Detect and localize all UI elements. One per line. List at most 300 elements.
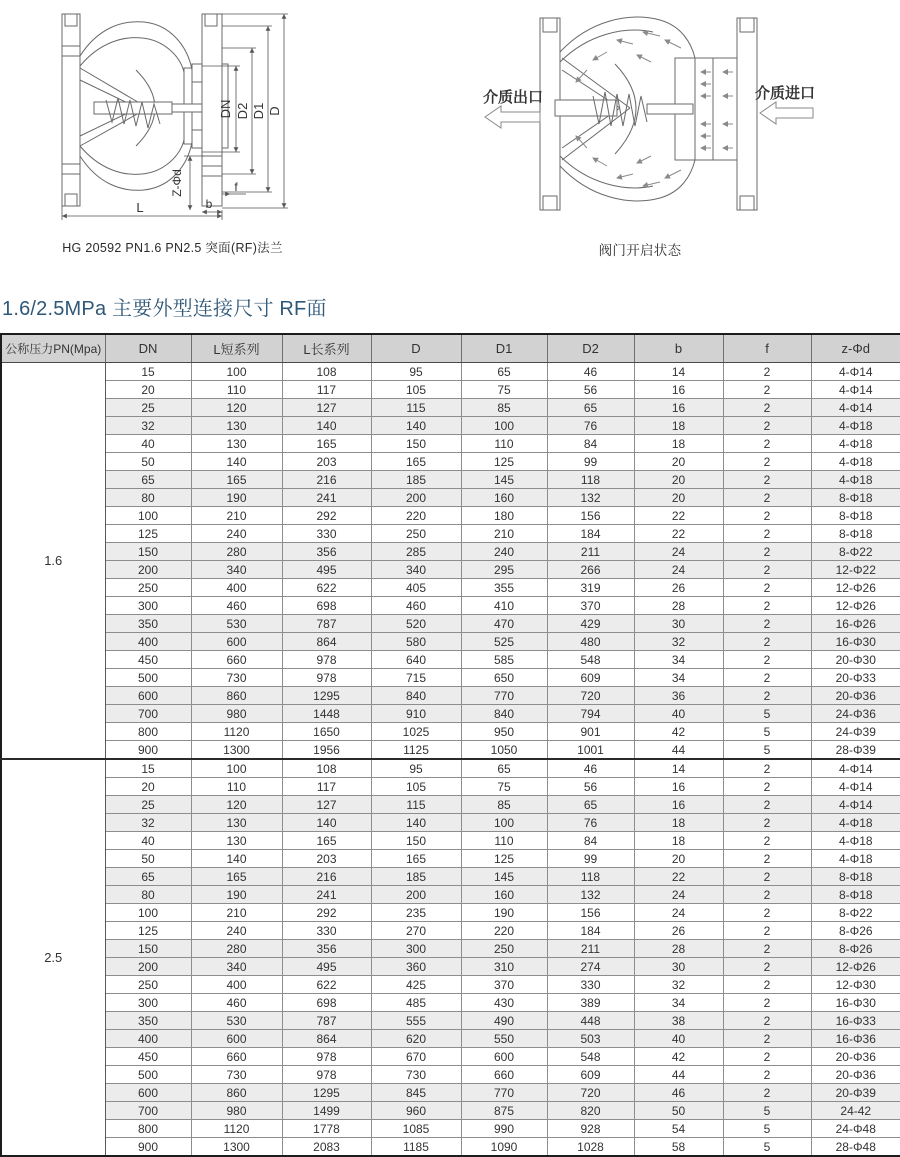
table-cell: 185	[371, 471, 461, 489]
table-row	[1, 705, 900, 723]
table-cell: 14	[634, 759, 723, 778]
table-cell: 2	[723, 922, 811, 940]
table-cell: 300	[105, 597, 191, 615]
column-header: DN	[105, 334, 191, 363]
table-cell: 184	[547, 922, 634, 940]
table-cell: 2	[723, 489, 811, 507]
table-row	[1, 1138, 900, 1157]
table-row	[1, 417, 900, 435]
table-cell: 4-Φ18	[811, 814, 900, 832]
table-cell: 125	[105, 525, 191, 543]
table-cell: 5	[723, 1120, 811, 1138]
table-row	[1, 453, 900, 471]
table-cell: 184	[547, 525, 634, 543]
table-cell: 600	[461, 1048, 547, 1066]
table-cell: 250	[105, 579, 191, 597]
table-cell: 125	[461, 850, 547, 868]
table-cell: 220	[371, 507, 461, 525]
table-cell: 370	[461, 976, 547, 994]
table-cell: 1090	[461, 1138, 547, 1157]
table-cell: 1778	[282, 1120, 371, 1138]
table-row	[1, 435, 900, 453]
table-cell: 50	[105, 850, 191, 868]
table-cell: 355	[461, 579, 547, 597]
table-row	[1, 1012, 900, 1030]
table-cell: 24-Φ39	[811, 723, 900, 741]
table-cell: 270	[371, 922, 461, 940]
table-row	[1, 814, 900, 832]
table-cell: 340	[371, 561, 461, 579]
table-cell: 640	[371, 651, 461, 669]
table-cell: 356	[282, 543, 371, 561]
table-cell: 425	[371, 976, 461, 994]
table-cell: 16-Φ33	[811, 1012, 900, 1030]
table-cell: 32	[105, 417, 191, 435]
table-row	[1, 1084, 900, 1102]
dim-label-d1: D1	[251, 102, 266, 120]
dim-label-f: f	[234, 180, 238, 194]
table-row	[1, 922, 900, 940]
table-cell: 840	[371, 687, 461, 705]
table-cell: 794	[547, 705, 634, 723]
table-cell: 20-Φ30	[811, 651, 900, 669]
table-cell: 42	[634, 723, 723, 741]
table-row	[1, 759, 900, 778]
table-cell: 864	[282, 1030, 371, 1048]
table-cell: 28-Φ39	[811, 741, 900, 760]
table-cell: 118	[547, 471, 634, 489]
table-cell: 16-Φ26	[811, 615, 900, 633]
table-cell: 65	[461, 363, 547, 381]
section-title: 1.6/2.5MPa 主要外型连接尺寸 RF面	[2, 298, 327, 320]
table-cell: 2	[723, 850, 811, 868]
table-cell: 980	[191, 1102, 282, 1120]
table-cell: 292	[282, 507, 371, 525]
table-cell: 110	[461, 435, 547, 453]
table-cell: 490	[461, 1012, 547, 1030]
table-cell: 24-42	[811, 1102, 900, 1120]
table-cell: 40	[105, 435, 191, 453]
table-row	[1, 543, 900, 561]
table-cell: 241	[282, 489, 371, 507]
table-cell: 350	[105, 615, 191, 633]
table-cell: 550	[461, 1030, 547, 1048]
table-cell: 650	[461, 669, 547, 687]
table-cell: 165	[371, 453, 461, 471]
table-cell: 99	[547, 453, 634, 471]
table-cell: 4-Φ14	[811, 381, 900, 399]
table-cell: 240	[191, 525, 282, 543]
table-cell: 160	[461, 489, 547, 507]
table-cell: 8-Φ26	[811, 940, 900, 958]
table-cell: 65	[547, 399, 634, 417]
table-cell: 2	[723, 1012, 811, 1030]
table-cell: 130	[191, 417, 282, 435]
table-cell: 20	[634, 850, 723, 868]
table-cell: 15	[105, 759, 191, 778]
table-cell: 430	[461, 994, 547, 1012]
table-cell: 22	[634, 525, 723, 543]
table-cell: 2	[723, 940, 811, 958]
table-cell: 84	[547, 435, 634, 453]
table-cell: 65	[461, 759, 547, 778]
table-cell: 25	[105, 796, 191, 814]
table-cell: 2	[723, 579, 811, 597]
table-cell: 80	[105, 489, 191, 507]
table-row	[1, 940, 900, 958]
table-cell: 15	[105, 363, 191, 381]
table-cell: 585	[461, 651, 547, 669]
table-cell: 160	[461, 886, 547, 904]
table-cell: 76	[547, 814, 634, 832]
table-row	[1, 994, 900, 1012]
table-row	[1, 489, 900, 507]
table-row	[1, 1048, 900, 1066]
table-cell: 4-Φ14	[811, 399, 900, 417]
table-cell: 660	[191, 1048, 282, 1066]
table-cell: 1085	[371, 1120, 461, 1138]
table-cell: 2	[723, 561, 811, 579]
table-cell: 8-Φ18	[811, 886, 900, 904]
dimensions-table	[0, 333, 900, 1157]
table-cell: 405	[371, 579, 461, 597]
table-cell: 978	[282, 669, 371, 687]
table-cell: 180	[461, 507, 547, 525]
table-cell: 127	[282, 796, 371, 814]
table-cell: 12-Φ22	[811, 561, 900, 579]
pressure-group-cell: 1.6	[1, 363, 105, 760]
table-cell: 24	[634, 904, 723, 922]
table-cell: 110	[461, 832, 547, 850]
table-cell: 460	[371, 597, 461, 615]
table-row	[1, 796, 900, 814]
media-inlet-arrow-icon	[760, 102, 813, 124]
table-cell: 340	[191, 958, 282, 976]
table-cell: 32	[634, 976, 723, 994]
table-cell: 12-Φ26	[811, 597, 900, 615]
table-cell: 210	[191, 904, 282, 922]
table-cell: 5	[723, 723, 811, 741]
table-cell: 100	[461, 814, 547, 832]
table-cell: 2	[723, 832, 811, 850]
table-cell: 800	[105, 723, 191, 741]
table-cell: 54	[634, 1120, 723, 1138]
table-cell: 115	[371, 796, 461, 814]
table-cell: 117	[282, 381, 371, 399]
table-cell: 980	[191, 705, 282, 723]
table-cell: 120	[191, 796, 282, 814]
table-cell: 75	[461, 381, 547, 399]
table-cell: 16-Φ30	[811, 633, 900, 651]
table-cell: 1001	[547, 741, 634, 760]
table-cell: 2	[723, 507, 811, 525]
table-cell: 140	[282, 814, 371, 832]
table-cell: 132	[547, 886, 634, 904]
table-cell: 770	[461, 1084, 547, 1102]
table-row	[1, 507, 900, 525]
table-cell: 622	[282, 579, 371, 597]
table-cell: 1956	[282, 741, 371, 760]
table-cell: 211	[547, 543, 634, 561]
table-cell: 350	[105, 1012, 191, 1030]
table-cell: 140	[371, 417, 461, 435]
table-cell: 2	[723, 633, 811, 651]
table-cell: 622	[282, 976, 371, 994]
table-cell: 500	[105, 669, 191, 687]
table-row	[1, 723, 900, 741]
table-cell: 1120	[191, 723, 282, 741]
table-cell: 2	[723, 687, 811, 705]
table-cell: 145	[461, 868, 547, 886]
table-cell: 450	[105, 1048, 191, 1066]
table-cell: 185	[371, 868, 461, 886]
table-cell: 5	[723, 741, 811, 760]
table-cell: 1120	[191, 1120, 282, 1138]
table-cell: 266	[547, 561, 634, 579]
table-cell: 274	[547, 958, 634, 976]
table-row	[1, 832, 900, 850]
table-cell: 42	[634, 1048, 723, 1066]
table-row	[1, 399, 900, 417]
table-cell: 660	[191, 651, 282, 669]
table-cell: 2	[723, 796, 811, 814]
table-cell: 670	[371, 1048, 461, 1066]
table-cell: 330	[547, 976, 634, 994]
valve-open-state-drawing	[455, 8, 820, 232]
dim-label-d2: D2	[235, 102, 250, 120]
table-cell: 190	[191, 886, 282, 904]
table-cell: 2	[723, 669, 811, 687]
dim-label-b: b	[205, 197, 213, 211]
table-cell: 860	[191, 687, 282, 705]
table-cell: 400	[105, 633, 191, 651]
table-cell: 4-Φ18	[811, 832, 900, 850]
table-cell: 20	[634, 489, 723, 507]
table-cell: 910	[371, 705, 461, 723]
table-cell: 4-Φ14	[811, 759, 900, 778]
table-cell: 44	[634, 1066, 723, 1084]
table-cell: 28	[634, 597, 723, 615]
table-cell: 530	[191, 1012, 282, 1030]
table-cell: 720	[547, 1084, 634, 1102]
table-cell: 216	[282, 471, 371, 489]
table-cell: 165	[282, 832, 371, 850]
table-cell: 20	[634, 453, 723, 471]
table-cell: 548	[547, 651, 634, 669]
table-cell: 4-Φ18	[811, 417, 900, 435]
table-row	[1, 868, 900, 886]
table-cell: 100	[105, 507, 191, 525]
table-cell: 5	[723, 1102, 811, 1120]
dim-label-z: Z-Φd	[170, 169, 184, 197]
table-cell: 2	[723, 615, 811, 633]
table-cell: 700	[105, 1102, 191, 1120]
table-cell: 56	[547, 381, 634, 399]
table-cell: 24-Φ36	[811, 705, 900, 723]
table-cell: 470	[461, 615, 547, 633]
table-cell: 203	[282, 453, 371, 471]
table-cell: 978	[282, 1066, 371, 1084]
table-cell: 117	[282, 778, 371, 796]
table-cell: 1028	[547, 1138, 634, 1157]
table-cell: 20	[105, 381, 191, 399]
table-cell: 340	[191, 561, 282, 579]
table-cell: 12-Φ26	[811, 579, 900, 597]
table-cell: 978	[282, 651, 371, 669]
table-cell: 16	[634, 399, 723, 417]
table-row	[1, 471, 900, 489]
table-cell: 2	[723, 958, 811, 976]
table-cell: 127	[282, 399, 371, 417]
table-cell: 2	[723, 381, 811, 399]
table-cell: 75	[461, 778, 547, 796]
table-cell: 960	[371, 1102, 461, 1120]
table-cell: 503	[547, 1030, 634, 1048]
table-cell: 330	[282, 922, 371, 940]
table-cell: 24	[634, 561, 723, 579]
table-cell: 20-Φ36	[811, 1048, 900, 1066]
table-cell: 140	[282, 417, 371, 435]
table-cell: 8-Φ26	[811, 922, 900, 940]
table-cell: 2	[723, 976, 811, 994]
table-cell: 2	[723, 1048, 811, 1066]
valve-dimension-drawing	[50, 6, 300, 234]
table-cell: 8-Φ18	[811, 525, 900, 543]
table-cell: 600	[191, 1030, 282, 1048]
table-cell: 18	[634, 417, 723, 435]
table-cell: 400	[191, 579, 282, 597]
table-cell: 30	[634, 958, 723, 976]
table-cell: 900	[105, 741, 191, 760]
column-header: f	[723, 334, 811, 363]
table-cell: 32	[105, 814, 191, 832]
table-row	[1, 615, 900, 633]
table-cell: 132	[547, 489, 634, 507]
pressure-group-cell: 2.5	[1, 759, 105, 1156]
table-cell: 1295	[282, 687, 371, 705]
table-cell: 525	[461, 633, 547, 651]
table-cell: 18	[634, 814, 723, 832]
table-cell: 2	[723, 1066, 811, 1084]
table-cell: 1650	[282, 723, 371, 741]
table-row	[1, 850, 900, 868]
table-cell: 150	[371, 435, 461, 453]
table-cell: 16-Φ30	[811, 994, 900, 1012]
table-cell: 34	[634, 651, 723, 669]
table-row	[1, 633, 900, 651]
table-cell: 2	[723, 886, 811, 904]
table-header-row	[1, 334, 900, 363]
table-cell: 156	[547, 904, 634, 922]
table-cell: 20	[634, 471, 723, 489]
media-outlet-arrow-icon	[485, 106, 540, 128]
table-cell: 429	[547, 615, 634, 633]
table-cell: 38	[634, 1012, 723, 1030]
table-cell: 216	[282, 868, 371, 886]
table-row	[1, 597, 900, 615]
table-row	[1, 886, 900, 904]
table-cell: 356	[282, 940, 371, 958]
table-cell: 240	[461, 543, 547, 561]
table-row	[1, 525, 900, 543]
table-cell: 200	[371, 886, 461, 904]
table-cell: 18	[634, 435, 723, 453]
table-cell: 901	[547, 723, 634, 741]
table-cell: 450	[105, 651, 191, 669]
table-cell: 8-Φ22	[811, 904, 900, 922]
table-cell: 460	[191, 994, 282, 1012]
table-cell: 16	[634, 796, 723, 814]
table-cell: 22	[634, 868, 723, 886]
table-cell: 140	[191, 850, 282, 868]
table-cell: 40	[634, 1030, 723, 1048]
table-cell: 400	[191, 976, 282, 994]
table-cell: 28	[634, 940, 723, 958]
table-cell: 8-Φ18	[811, 507, 900, 525]
table-cell: 210	[191, 507, 282, 525]
table-cell: 240	[191, 922, 282, 940]
table-cell: 44	[634, 741, 723, 760]
table-cell: 520	[371, 615, 461, 633]
table-cell: 485	[371, 994, 461, 1012]
table-cell: 125	[461, 453, 547, 471]
table-cell: 203	[282, 850, 371, 868]
table-cell: 330	[282, 525, 371, 543]
table-cell: 580	[371, 633, 461, 651]
table-cell: 20-Φ39	[811, 1084, 900, 1102]
table-cell: 58	[634, 1138, 723, 1157]
table-cell: 8-Φ18	[811, 489, 900, 507]
table-cell: 1499	[282, 1102, 371, 1120]
table-cell: 5	[723, 705, 811, 723]
table-cell: 200	[105, 958, 191, 976]
table-cell: 250	[371, 525, 461, 543]
table-cell: 5	[723, 1138, 811, 1157]
table-cell: 2	[723, 868, 811, 886]
table-cell: 105	[371, 381, 461, 399]
table-cell: 319	[547, 579, 634, 597]
table-cell: 2	[723, 453, 811, 471]
table-cell: 50	[105, 453, 191, 471]
table-cell: 165	[191, 471, 282, 489]
table-cell: 2	[723, 435, 811, 453]
table-cell: 40	[634, 705, 723, 723]
table-cell: 1050	[461, 741, 547, 760]
table-cell: 2	[723, 904, 811, 922]
table-cell: 600	[105, 687, 191, 705]
table-cell: 1300	[191, 741, 282, 760]
table-cell: 28-Φ48	[811, 1138, 900, 1157]
table-row	[1, 363, 900, 381]
table-cell: 2	[723, 814, 811, 832]
column-header: L长系列	[282, 334, 371, 363]
table-cell: 310	[461, 958, 547, 976]
table-cell: 46	[547, 759, 634, 778]
table-cell: 840	[461, 705, 547, 723]
table-row	[1, 741, 900, 760]
table-cell: 165	[282, 435, 371, 453]
table-cell: 110	[191, 381, 282, 399]
table-cell: 100	[105, 904, 191, 922]
table-cell: 22	[634, 507, 723, 525]
table-cell: 46	[634, 1084, 723, 1102]
table-cell: 150	[371, 832, 461, 850]
table-cell: 8-Φ22	[811, 543, 900, 561]
table-cell: 2	[723, 417, 811, 435]
table-cell: 770	[461, 687, 547, 705]
table-cell: 165	[191, 868, 282, 886]
table-cell: 84	[547, 832, 634, 850]
